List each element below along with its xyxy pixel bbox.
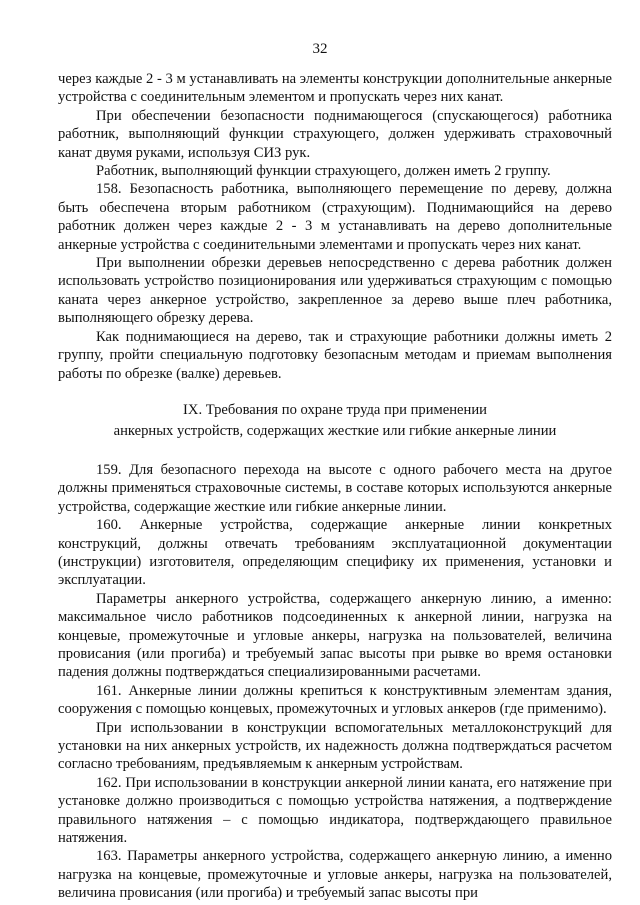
paragraph: При использовании в конструкции вспомогательных металлоконструкций для установки на них анкерных устройств, их надежность должна подтверждаться расчетом согласно требованиям, предъявляемым к анкерным устройствам. <box>58 719 612 773</box>
section-heading <box>58 400 612 442</box>
paragraph: 163. Параметры анкерного устройства, содержащего анкерную линию, а именно нагрузка на концевые, промежуточные и угловые анкеры, нагрузка на пользователей, величина провисания (или прогиба) и требуемый запас высоты при <box>58 848 612 902</box>
document-body <box>58 70 612 903</box>
paragraph: Работник, выполняющий функции страхующего, должен иметь 2 группу. <box>96 163 551 180</box>
page-number: 32 <box>312 41 328 57</box>
paragraph: Параметры анкерного устройства, содержащего анкерную линию, а именно: максимальное число работников подсоединенных к анкерной линии, нагрузка на концевые, промежуточные и угловые анкеры, нагрузка на пользователей, величина провисания (или прогиба) и требуемый запас высоты при рывке во время остановки падения должны подтверждаться специализированными расчетами. <box>58 590 612 681</box>
paragraph: 158. Безопасность работника, выполняющего перемещение по дереву, должна быть обеспечена вторым работником (страхующим). Поднимающийся на дерево работник должен через каждые 2 - 3 м устанавливать на дерево дополнительные анкерные устройства с соединительными элементами и пропускать через них канат. <box>58 181 612 253</box>
paragraph: 160. Анкерные устройства, содержащие анкерные линии конкретных конструкций, должны отвечать требованиям эксплуатационной документации (инструкции) изготовителя, определяющим специфику их применения, установки и эксплуатации. <box>58 517 612 589</box>
section-heading-line: анкерных устройств, содержащих жесткие или гибкие анкерные линии <box>113 422 557 439</box>
paragraph: 159. Для безопасного перехода на высоте с одного рабочего места на другое должны применяться страховочные системы, в составе которых используются анкерные устройства, содержащие жесткие или гибкие анкерные линии. <box>58 461 612 515</box>
paragraph: через каждые 2 - 3 м устанавливать на элементы конструкции дополнительные анкерные устройства с соединительным элементом и пропускать через них канат. <box>58 71 612 106</box>
paragraph: Как поднимающиеся на дерево, так и страхующие работники должны иметь 2 группу, пройти специальную подготовку безопасным методам и приемам выполнения работы по обрезке (валке) деревьев. <box>58 328 612 382</box>
paragraph: При выполнении обрезки деревьев непосредственно с дерева работник должен использовать устройство позиционирования или удерживаться страхующим с помощью каната через анкерное устройство, закрепленное за дерево выше плеч работника, выполняющего обрезку дерева. <box>58 255 612 327</box>
paragraph: При обеспечении безопасности поднимающегося (спускающегося) работника работник, выполняющий функции страхующего, должен удерживать страховочный канат двумя руками, используя СИЗ рук. <box>58 107 612 161</box>
paragraph: 161. Анкерные линии должны крепиться к конструктивным элементам здания, сооружения с помощью концевых, промежуточных и угловых анкеров (где применимо). <box>58 682 612 718</box>
paragraph: 162. При использовании в конструкции анкерной линии каната, его натяжение при установке должно производиться с помощью устройства натяжения, а подтверждение правильного натяжения – с помощью индикатора, подтверждающего правильное натяжения. <box>58 774 612 847</box>
section-heading-line: IX. Требования по охране труда при применении <box>183 401 487 418</box>
